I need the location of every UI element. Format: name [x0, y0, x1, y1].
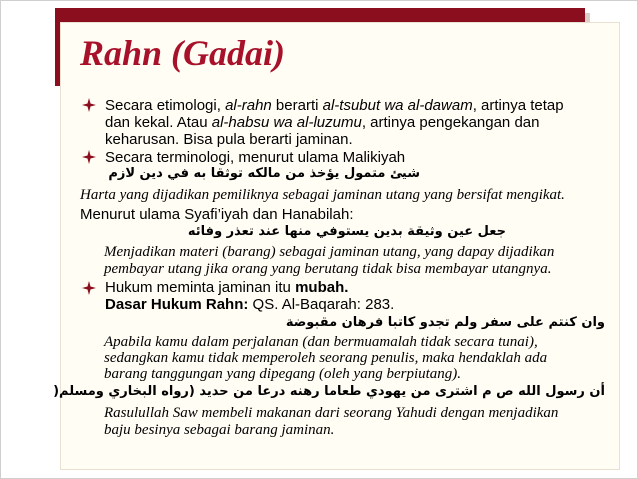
rasulullah-line-2: baju besinya sebagai barang jaminan.	[104, 422, 335, 438]
etimologi-line-3: keharusan. Bisa pula berarti jaminan.	[105, 131, 353, 148]
bullet-icon	[82, 281, 96, 295]
apabila-line-3: barang tanggungan yang dipegang (oleh yang berpiutang).	[104, 366, 462, 382]
syafiiyah-line: Menurut ulama Syafi’iyah dan Hanabilah:	[80, 206, 354, 223]
menjadikan-line-2: pembayar utang jika orang yang berutang tidak bisa membayar utangnya.	[104, 261, 552, 277]
arabic-definition-malikiyah: شيئ متمول يؤخذ من مالكه توثقا به في دين لازم	[108, 166, 420, 181]
etimologi-line-1: Secara etimologi, al-rahn berarti al-tsubut wa al-dawam, artinya tetap	[105, 97, 564, 114]
hukum-line: Hukum meminta jaminan itu mubah.	[105, 279, 349, 296]
bullet-icon	[82, 98, 96, 112]
etimologi-line-2: dan kekal. Atau al-habsu wa al-luzumu, artinya pengekangan dan	[105, 114, 540, 131]
menjadikan-line-1: Menjadikan materi (barang) sebagai jaminan utang, yang dapay dijadikan	[104, 244, 555, 260]
apabila-line-1: Apabila kamu dalam perjalanan (dan bermuamalah tidak secara tunai),	[104, 334, 538, 350]
apabila-line-2: sedangkan kamu tidak memperoleh seorang penulis, maka hendaklah ada	[104, 350, 548, 366]
arabic-definition-syafiiyah: جعل عين وثيقة بدين يستوفي منها عند تعذر وفائه	[187, 224, 506, 239]
bullet-icon	[82, 150, 96, 164]
arabic-hadith: أن رسول الله ص م اشترى من يهودي طعاما رهنه درعا من حديد (رواه البخاري ومسلم(	[53, 384, 605, 399]
slide-title: Rahn (Gadai)	[80, 33, 286, 73]
rasulullah-line-1: Rasulullah Saw membeli makanan dari seorang Yahudi dengan menjadikan	[104, 405, 559, 421]
harta-translation: Harta yang dijadikan pemiliknya sebagai jaminan utang yang bersifat mengikat.	[80, 187, 565, 203]
arabic-quran-verse: وان كنتم على سفر ولم تجدو كاتبا فرهان مقبوضة	[285, 315, 605, 330]
dasar-hukum-line: Dasar Hukum Rahn: QS. Al-Baqarah: 283.	[105, 296, 395, 313]
terminologi-line: Secara terminologi, menurut ulama Malikiyah	[105, 149, 406, 166]
